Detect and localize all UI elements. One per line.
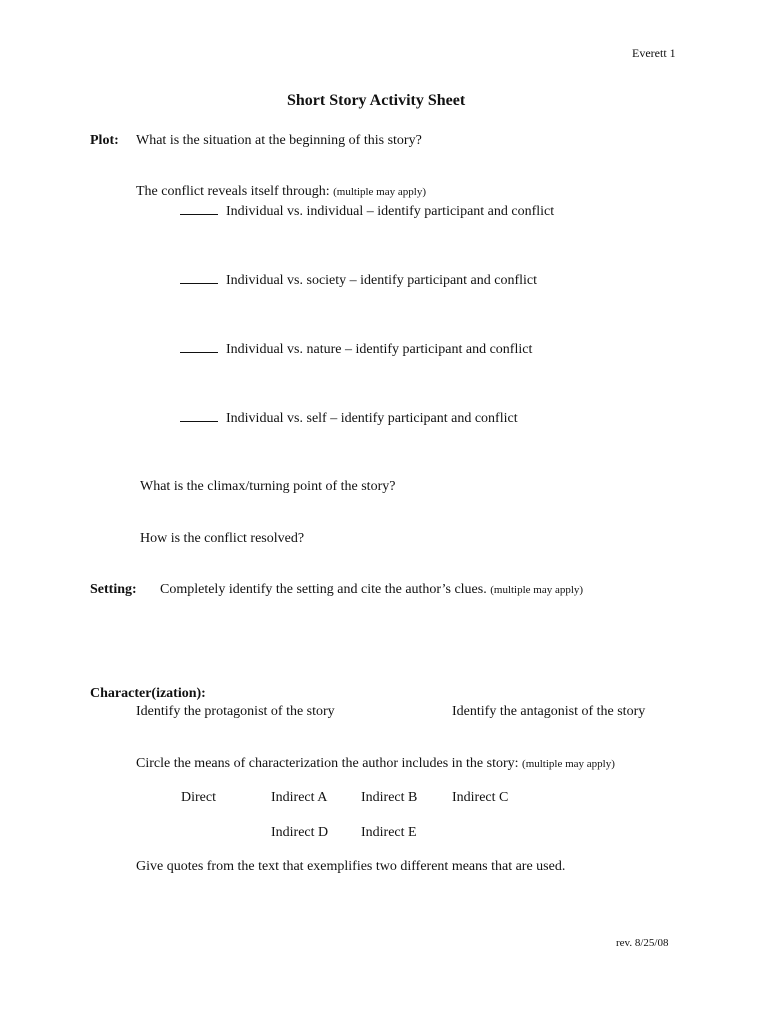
means-option-indirect-b[interactable]: Indirect B (361, 790, 418, 805)
plot-question-situation: What is the situation at the beginning of this story? (136, 133, 422, 148)
means-option-indirect-a[interactable]: Indirect A (271, 790, 328, 805)
conflict-intro (136, 184, 426, 200)
revision-footer: rev. 8/25/08 (616, 937, 669, 949)
conflict-option-self (180, 409, 518, 427)
character-label: Character(ization): (90, 686, 206, 701)
protagonist-prompt: Identify the protagonist of the story (136, 704, 335, 719)
answer-blank[interactable] (180, 202, 218, 215)
conflict-option-label: Individual vs. self – identify participant and conflict (226, 411, 518, 426)
quotes-prompt: Give quotes from the text that exemplifies two different means that are used. (136, 859, 566, 874)
answer-blank[interactable] (180, 340, 218, 353)
conflict-option-label: Individual vs. individual – identify participant and conflict (226, 204, 555, 219)
means-prompt-text: Circle the means of characterization the author includes in the story: (136, 756, 519, 771)
antagonist-prompt: Identify the antagonist of the story (452, 704, 646, 719)
multiple-note: (multiple may apply) (522, 758, 615, 770)
conflict-option-label: Individual vs. nature – identify participant and conflict (226, 342, 533, 357)
means-option-indirect-d[interactable]: Indirect D (271, 825, 329, 840)
climax-question: What is the climax/turning point of the story? (140, 479, 396, 494)
conflict-option-society (180, 271, 537, 289)
means-option-indirect-c[interactable]: Indirect C (452, 790, 509, 805)
means-option-direct[interactable]: Direct (181, 790, 216, 805)
resolution-question: How is the conflict resolved? (140, 531, 305, 546)
plot-label: Plot: (90, 133, 119, 148)
setting-question-text: Completely identify the setting and cite the author’s clues. (160, 582, 487, 597)
means-prompt (136, 756, 615, 772)
conflict-option-individual (180, 202, 554, 220)
conflict-option-label: Individual vs. society – identify participant and conflict (226, 273, 538, 288)
conflict-intro-text: The conflict reveals itself through: (136, 184, 330, 199)
page-header-label: Everett 1 (632, 46, 676, 60)
answer-blank[interactable] (180, 409, 218, 422)
multiple-note: (multiple may apply) (490, 584, 584, 596)
page-title: Short Story Activity Sheet (287, 92, 466, 109)
multiple-note: (multiple may apply) (333, 186, 426, 198)
answer-blank[interactable] (180, 271, 218, 284)
setting-label: Setting: (90, 582, 137, 597)
setting-question (160, 582, 583, 598)
means-option-indirect-e[interactable]: Indirect E (361, 825, 417, 840)
conflict-option-nature (180, 340, 532, 358)
